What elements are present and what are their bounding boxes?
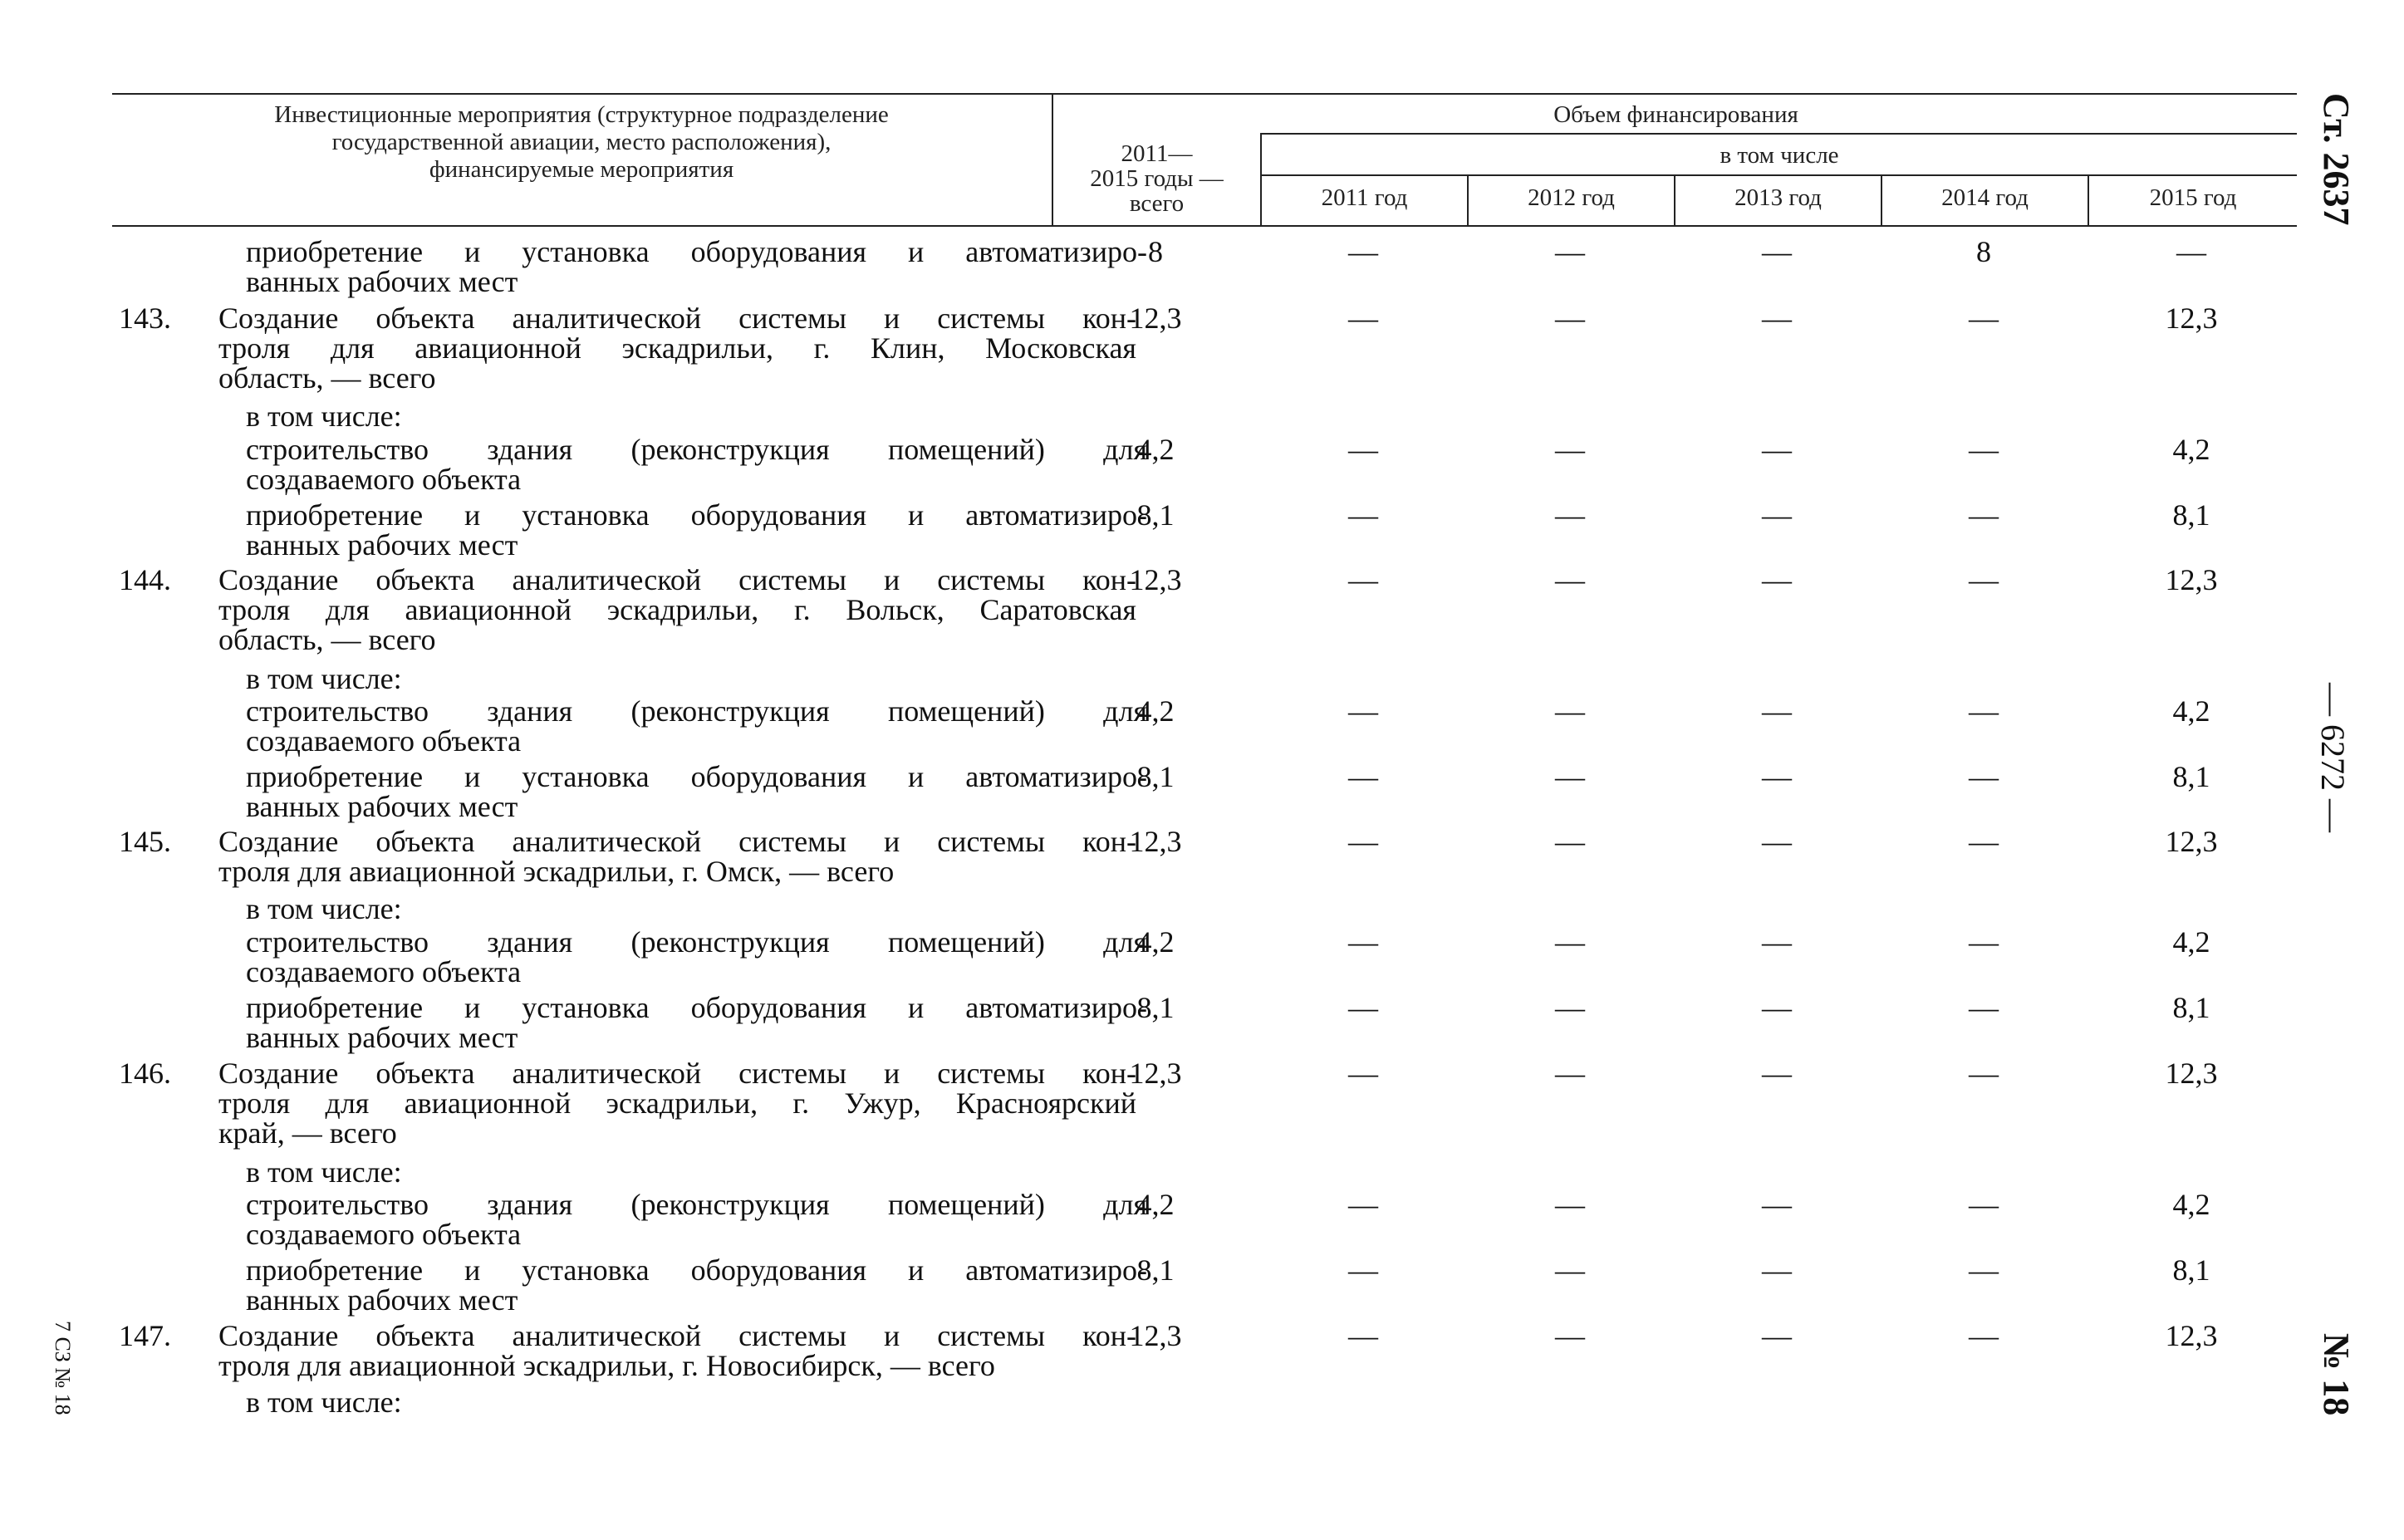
row-text-line: троля для авиационной эскадрильи, г. Вольск, Саратовская <box>218 593 1136 626</box>
row-text-line: строительство здания (реконструкция помещений) для <box>246 1188 1147 1221</box>
value-total: 12,3 <box>1129 563 1182 596</box>
row-subitem-text <box>246 1189 1147 1249</box>
row-text-line: создаваемого объекта <box>246 955 522 988</box>
signature-mark: 7 СЗ № 18 <box>51 1321 75 1415</box>
row-text-line: в том числе: <box>246 1155 402 1189</box>
row-text-line: область, — всего <box>218 361 436 395</box>
row-text-line: строительство здания (реконструкция помещений) для <box>246 433 1147 466</box>
row-number: 143. <box>119 302 171 335</box>
row-text-line: в том числе: <box>246 1386 402 1419</box>
value-year: — <box>1762 760 1792 793</box>
value-year: — <box>1348 1057 1378 1090</box>
row-text-line: троля для авиационной эскадрильи, г. Клин, Московская <box>218 331 1136 365</box>
row-text-line: в том числе: <box>246 400 402 433</box>
value-year: 12,3 <box>2165 825 2218 858</box>
row-subitem-text <box>246 664 1147 694</box>
value-year: — <box>1348 1188 1378 1221</box>
value-year: — <box>1762 1188 1792 1221</box>
value-year: — <box>1555 235 1585 268</box>
value-total: 12,3 <box>1129 1057 1182 1090</box>
row-number: 147. <box>119 1319 171 1352</box>
value-year: — <box>1762 1057 1792 1090</box>
row-text-line: ванных рабочих мест <box>246 790 518 823</box>
value-total: 8 <box>1148 235 1163 268</box>
value-year: 4,2 <box>2172 1188 2210 1221</box>
row-subitem-text <box>246 434 1147 494</box>
row-text-line: ванных рабочих мест <box>246 265 518 298</box>
row-text-line: строительство здания (реконструкция помещений) для <box>246 925 1147 959</box>
value-year: — <box>1555 925 1585 959</box>
including-rule <box>1260 174 2297 176</box>
row-subitem-text <box>246 927 1147 987</box>
value-year: — <box>1969 694 1999 728</box>
value-year: — <box>1555 433 1585 466</box>
value-year: — <box>1762 991 1792 1024</box>
value-year: — <box>1348 1319 1378 1352</box>
value-year: 8,1 <box>2172 760 2210 793</box>
value-year: — <box>1762 563 1792 596</box>
value-year: — <box>1348 825 1378 858</box>
header-total-line: 2011— <box>1121 140 1193 167</box>
value-year: — <box>1762 925 1792 959</box>
value-total: 4,2 <box>1136 694 1175 728</box>
value-year: — <box>1969 302 1999 335</box>
row-text-line: Создание объекта аналитической системы и системы кон- <box>218 563 1136 596</box>
row-number: 144. <box>119 563 171 596</box>
value-year: — <box>1762 302 1792 335</box>
row-item-text <box>218 826 1136 886</box>
row-subitem-text <box>246 696 1147 756</box>
value-year: — <box>1348 1253 1378 1287</box>
row-text-line: создаваемого объекта <box>246 1218 522 1251</box>
row-subitem-text <box>246 500 1147 560</box>
value-year: — <box>1762 1253 1792 1287</box>
value-year: — <box>1348 498 1378 532</box>
row-text-line: ванных рабочих мест <box>246 1021 518 1054</box>
value-year: — <box>1348 991 1378 1024</box>
header-year-2012: 2012 год <box>1528 184 1615 211</box>
row-subitem-text <box>246 237 1147 297</box>
header-funding: Объем финансирования <box>1553 101 1798 128</box>
value-year: — <box>1555 825 1585 858</box>
article-number: Ст. 2637 <box>2316 93 2357 226</box>
value-year: 4,2 <box>2172 694 2210 728</box>
row-text-line: приобретение и установка оборудования и автоматизиро- <box>246 498 1147 532</box>
row-subitem-text <box>246 762 1147 821</box>
row-item-text <box>218 565 1136 655</box>
row-text-line: троля для авиационной эскадрильи, г. Омск, — всего <box>218 855 895 888</box>
header-total-line: 2015 годы — <box>1090 165 1224 192</box>
value-year: 12,3 <box>2165 302 2218 335</box>
value-year: — <box>1555 1253 1585 1287</box>
value-year: — <box>1969 825 1999 858</box>
value-total: 8,1 <box>1136 498 1175 532</box>
row-text-line: троля для авиационной эскадрильи, г. Новосибирск, — всего <box>218 1349 995 1382</box>
value-year: — <box>1555 1319 1585 1352</box>
row-text-line: ванных рабочих мест <box>246 528 518 562</box>
value-year: 4,2 <box>2172 433 2210 466</box>
value-year: 8 <box>1976 235 1991 268</box>
header-year-2015: 2015 год <box>2149 184 2237 211</box>
value-year: — <box>1969 991 1999 1024</box>
row-subitem-text <box>246 1157 1147 1187</box>
row-subitem-text <box>246 401 1147 431</box>
value-total: 12,3 <box>1129 825 1182 858</box>
value-year: — <box>1348 760 1378 793</box>
value-year: — <box>1555 991 1585 1024</box>
value-year: — <box>1969 563 1999 596</box>
row-item-text <box>218 303 1136 393</box>
value-year: — <box>1555 1057 1585 1090</box>
row-text-line: троля для авиационной эскадрильи, г. Ужур, Красноярский <box>218 1086 1136 1120</box>
value-year: — <box>1969 1057 1999 1090</box>
row-number: 145. <box>119 825 171 858</box>
header-total <box>1053 141 1260 216</box>
row-subitem-text <box>246 1255 1147 1315</box>
row-text-line: приобретение и установка оборудования и автоматизиро- <box>246 991 1147 1024</box>
header-top-rule <box>112 93 2297 95</box>
row-text-line: Создание объекта аналитической системы и системы кон- <box>218 302 1136 335</box>
row-text-line: Создание объекта аналитической системы и системы кон- <box>218 1057 1136 1090</box>
value-total: 4,2 <box>1136 1188 1175 1221</box>
row-text-line: приобретение и установка оборудования и автоматизиро- <box>246 760 1147 793</box>
value-year: 12,3 <box>2165 1057 2218 1090</box>
issue-number: № 18 <box>2316 1333 2357 1416</box>
value-year: — <box>1555 1188 1585 1221</box>
value-total: 4,2 <box>1136 433 1175 466</box>
row-text-line: создаваемого объекта <box>246 724 522 758</box>
row-item-text <box>218 1058 1136 1148</box>
value-year: — <box>1969 925 1999 959</box>
row-subitem-text <box>246 1387 1147 1417</box>
row-text-line: строительство здания (реконструкция помещений) для <box>246 694 1147 728</box>
value-total: 12,3 <box>1129 1319 1182 1352</box>
value-year: — <box>1762 825 1792 858</box>
page-number: — 6272 — <box>2314 683 2352 832</box>
header-description-line: Инвестиционные мероприятия (структурное подразделение <box>274 101 889 128</box>
value-year: — <box>1348 235 1378 268</box>
header-description-line: государственной авиации, место расположения), <box>331 129 832 155</box>
header-description <box>116 101 1047 184</box>
value-total: 4,2 <box>1136 925 1175 959</box>
value-year: — <box>2176 235 2206 268</box>
row-text-line: приобретение и установка оборудования и автоматизиро- <box>246 235 1147 268</box>
row-text-line: ванных рабочих мест <box>246 1283 518 1317</box>
value-year: — <box>1762 1319 1792 1352</box>
value-year: 12,3 <box>2165 1319 2218 1352</box>
funding-rule <box>1260 133 2297 135</box>
row-text-line: создаваемого объекта <box>246 463 522 496</box>
value-year: — <box>1348 563 1378 596</box>
row-item-text <box>218 1321 1136 1381</box>
value-year: 8,1 <box>2172 991 2210 1024</box>
value-total: 8,1 <box>1136 760 1175 793</box>
value-year: — <box>1555 302 1585 335</box>
value-year: — <box>1969 760 1999 793</box>
header-total-line: всего <box>1129 190 1185 217</box>
row-text-line: в том числе: <box>246 892 402 925</box>
value-year: — <box>1762 433 1792 466</box>
row-subitem-text <box>246 993 1147 1052</box>
value-year: 4,2 <box>2172 925 2210 959</box>
header-year-2014: 2014 год <box>1941 184 2029 211</box>
value-year: — <box>1762 235 1792 268</box>
value-year: — <box>1969 1253 1999 1287</box>
header-description-line: финансируемые мероприятия <box>429 156 734 183</box>
header-year-2011: 2011 год <box>1321 184 1408 211</box>
row-text-line: Создание объекта аналитической системы и системы кон- <box>218 1319 1136 1352</box>
row-subitem-text <box>246 894 1147 924</box>
row-text-line: в том числе: <box>246 662 402 695</box>
value-year: — <box>1348 925 1378 959</box>
value-total: 8,1 <box>1136 1253 1175 1287</box>
row-text-line: область, — всего <box>218 623 436 656</box>
value-year: — <box>1555 694 1585 728</box>
value-year: — <box>1969 1319 1999 1352</box>
value-year: — <box>1555 563 1585 596</box>
row-number: 146. <box>119 1057 171 1090</box>
value-year: — <box>1969 1188 1999 1221</box>
value-total: 8,1 <box>1136 991 1175 1024</box>
value-year: — <box>1348 302 1378 335</box>
value-total: 12,3 <box>1129 302 1182 335</box>
value-year: 8,1 <box>2172 498 2210 532</box>
value-year: — <box>1969 498 1999 532</box>
row-text-line: Создание объекта аналитической системы и системы кон- <box>218 825 1136 858</box>
value-year: — <box>1555 760 1585 793</box>
row-text-line: край, — всего <box>218 1116 397 1150</box>
value-year: — <box>1969 433 1999 466</box>
value-year: 8,1 <box>2172 1253 2210 1287</box>
value-year: — <box>1348 694 1378 728</box>
row-text-line: приобретение и установка оборудования и автоматизиро- <box>246 1253 1147 1287</box>
value-year: 12,3 <box>2165 563 2218 596</box>
header-year-2013: 2013 год <box>1734 184 1822 211</box>
header-bottom-rule <box>112 225 2297 227</box>
value-year: — <box>1348 433 1378 466</box>
header-including: в том числе <box>1720 142 1839 169</box>
value-year: — <box>1762 694 1792 728</box>
value-year: — <box>1762 498 1792 532</box>
value-year: — <box>1555 498 1585 532</box>
